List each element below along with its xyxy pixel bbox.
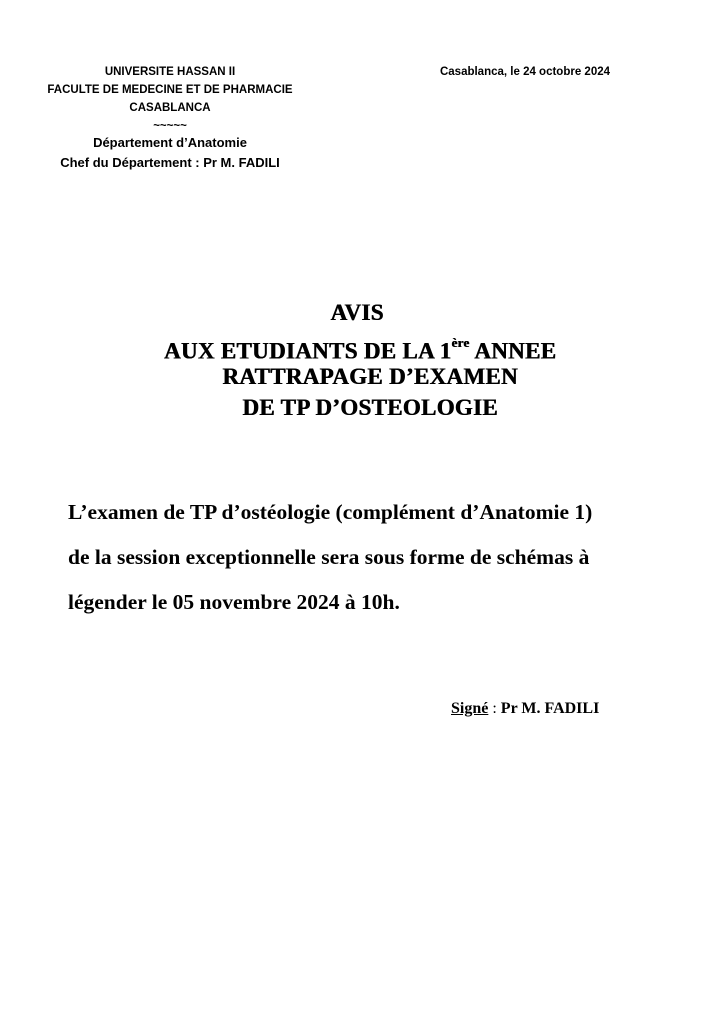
signature-label: Signé — [451, 700, 489, 717]
notice-course: DE TP D’OSTEOLOGIE — [242, 395, 498, 420]
audience-year: ANNEE — [469, 338, 557, 364]
body-line: de la session exceptionnelle sera sous forme de schémas à — [68, 545, 590, 569]
header-ornament: ~~~~~ — [153, 120, 187, 132]
institution-header — [35, 63, 305, 135]
department-chief: Chef du Département : Pr M. FADILI — [60, 155, 280, 170]
notice-subject: RATTRAPAGE D’EXAMEN — [222, 364, 518, 389]
body-line: légender le 05 novembre 2024 à 10h. — [68, 590, 400, 614]
signature-name: Pr M. FADILI — [500, 700, 600, 717]
audience-text: AUX ETUDIANTS DE LA 1 — [163, 338, 452, 364]
university-name: UNIVERSITE HASSAN II — [104, 66, 236, 78]
faculty-name: FACULTE DE MEDECINE ET DE PHARMACIE — [47, 84, 293, 96]
city-name: CASABLANCA — [129, 102, 211, 114]
document-date: Casablanca, le 24 octobre 2024 — [439, 66, 611, 78]
department-name: Département d’Anatomie — [93, 135, 247, 150]
department-header — [35, 133, 305, 173]
ordinal-suffix: ère — [451, 335, 470, 350]
body-line: L’examen de TP d’ostéologie (complément d’Anatomie 1) — [68, 500, 593, 524]
notice-title: AVIS — [330, 300, 384, 325]
signature — [451, 698, 599, 720]
signature-separator: : — [488, 700, 501, 717]
notice-body — [68, 490, 678, 625]
